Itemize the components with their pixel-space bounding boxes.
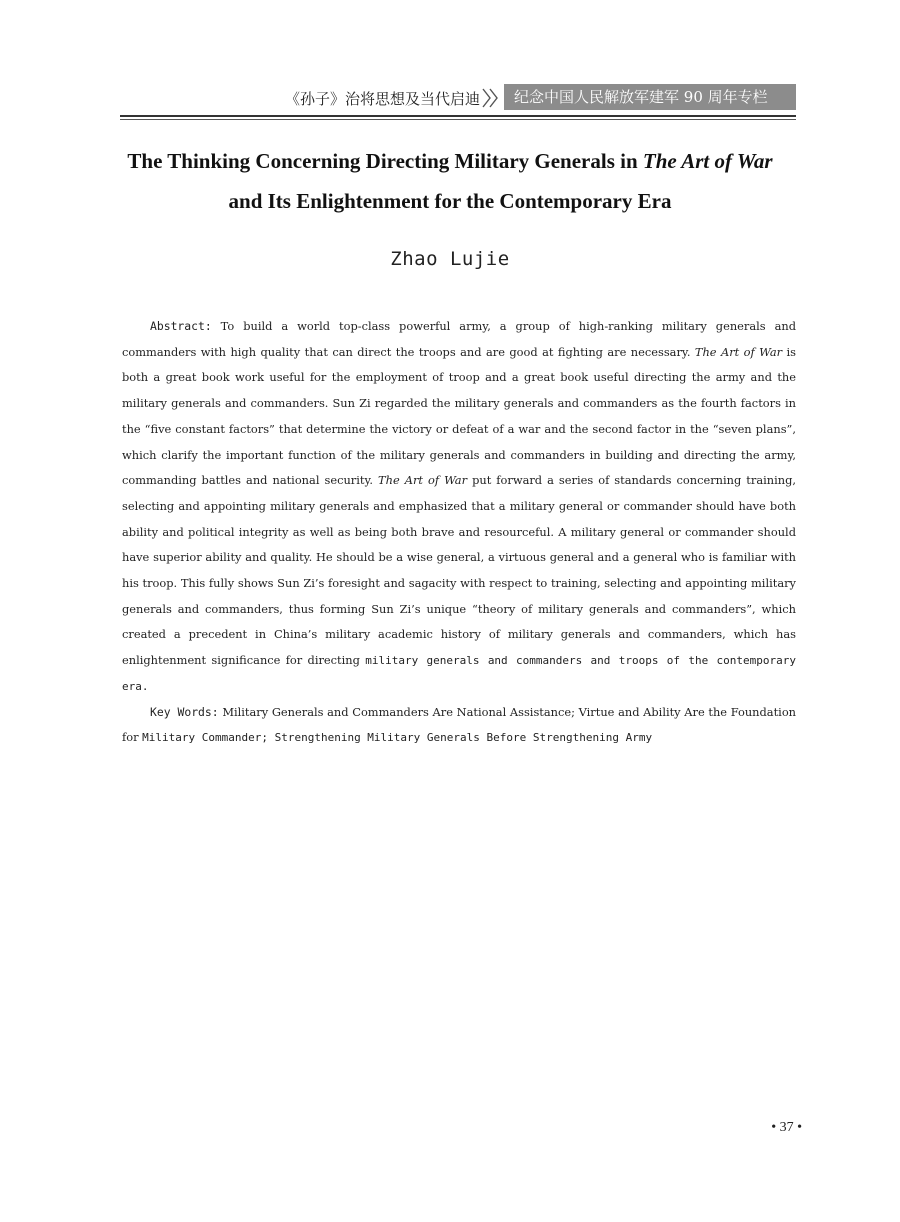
abstract-text-3: put forward a series of standards concerning training, selecting and appointing military generals and emphasized that a military general or commander should have both ability and political integrity as well as being both brave and resourceful. A military general or commander should have superior ability and quality. He should be a wise general, a virtuous general and a general who is familiar with his troop. This fully shows Sun Zi’s foresight and sagacity with respect to training, selecting and appointing military generals and commanders, thus forming Sun Zi’s unique “theory of military generals and commanders”, which created a precedent in China’s military academic history of military generals and commanders, which has enlightenment significance for directing [122,473,796,668]
abstract-book-name-2: The Art of War [378,473,468,488]
abstract-label: Abstract: [150,319,212,333]
keywords-label: Key Words: [150,704,219,719]
abstract-paragraph [122,314,796,700]
abstract-text-4: military generals and commanders and troops of the contemporary era. [122,654,796,693]
abstract-section [122,314,796,751]
header-rule-thick [120,115,796,117]
header-rule-thin [120,119,796,120]
keywords-text-2: Military Commander; Strengthening Military Generals Before Strengthening Army [142,731,653,745]
article-title [80,141,820,221]
header-column-name: 纪念中国人民解放军建军 90 周年专栏 [504,84,796,110]
author-name: Zhao Lujie [390,248,510,270]
double-chevron-right-icon [480,86,502,110]
abstract-book-name-1: The Art of War [694,344,783,359]
running-header [120,84,796,114]
keywords-paragraph [122,700,796,751]
keywords-text-1: Military Generals and Commanders Are National Assistance; Virtue and Ability Are the Foundation for [122,704,797,745]
title-text-part1: The Thinking Concerning Directing Military Generals in [127,149,643,173]
abstract-text-2: is both a great book work useful for the employment of troop and a great book useful directing the army and the military generals and commanders. Sun Zi regarded the military generals and commanders as the fourth factors in the “five constant factors” that determine the victory or defeat of a war and the second factor in the “seven plans”, which clarify the important function of the military generals and commanders in building and directing the army, commanding battles and national security. [122,344,797,488]
page-number: • 37 • [771,1120,802,1135]
title-book-name: The Art of War [642,149,773,173]
abstract-text-1: To build a world top-class powerful army, a group of high-ranking military generals and commanders with high quality that can direct the troops and are good at fighting are necessary. [122,319,796,359]
header-article-title: 《孙子》治将思想及当代启迪 [284,90,480,108]
title-text-part2: and Its Enlightenment for the Contemporary Era [228,189,672,213]
